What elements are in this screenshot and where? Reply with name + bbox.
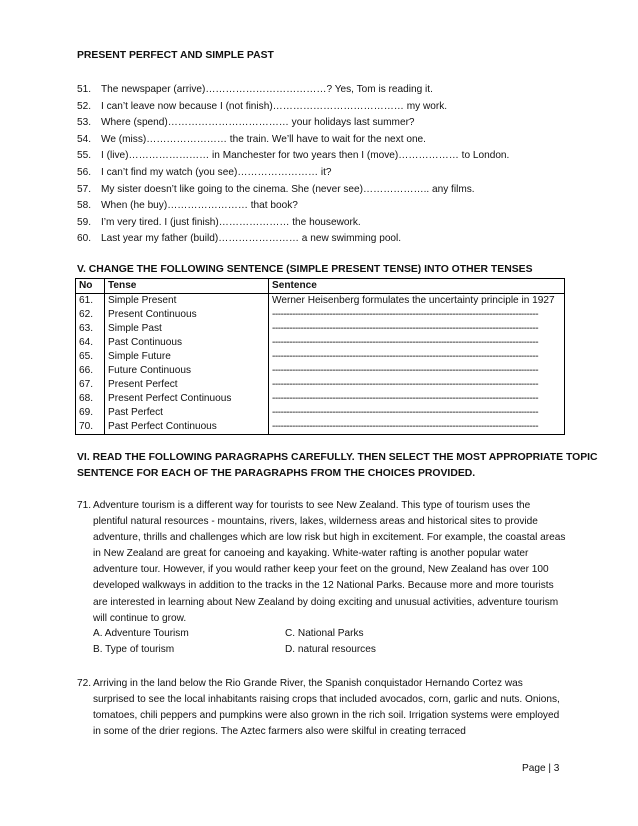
paragraph-text: Adventure tourism is a different way for tourists to see New Zealand. This type of tourism uses the plentiful natural resources - mountains, rivers, lakes, wilderness areas and historical sites to provide adventure, thrills and challenges which are low risk but high in excitement. For example, the coastal areas in New Zealand are great for canoeing and kayaking. White-water rafting is another popular water adventure tour. However, if you would rather keep your feet on the ground, New Zealand has over 100 developed walkways in addition to the tracks in the 12 National Parks. Because more and more tourists are interested in learning about New Zealand by doing exciting and unusual activities, adventure tourism will continue to grow.: [93, 500, 566, 624]
choice-a: A. Adventure Tourism: [93, 628, 189, 639]
table-row: [76, 322, 565, 336]
row-number: 68.: [76, 392, 105, 406]
question-52: [77, 99, 447, 116]
question-number: 54.: [77, 133, 92, 145]
table-row: [76, 378, 565, 392]
question-number: 60.: [77, 233, 92, 245]
question-55: [77, 148, 509, 165]
question-text: The newspaper (arrive)………………………………? Yes, Tom is reading it.: [101, 84, 433, 95]
row-answer-blank: ---------------------------------------------------------------------------------------------: [269, 364, 565, 378]
row-number: 63.: [76, 322, 105, 336]
table-row: [76, 294, 565, 309]
table-row: [76, 392, 565, 406]
section-title-present-perfect: PRESENT PERFECT AND SIMPLE PAST: [77, 50, 274, 61]
question-58: [77, 198, 298, 215]
table-row: [76, 336, 565, 350]
table-header-row: [76, 279, 565, 294]
row-number: 65.: [76, 350, 105, 364]
section-title-paragraphs-line1: VI. READ THE FOLLOWING PARAGRAPHS CAREFULLY. THEN SELECT THE MOST APPROPRIATE TOPIC: [77, 452, 598, 463]
row-answer-blank: ---------------------------------------------------------------------------------------------: [269, 322, 565, 336]
section-title-change-tenses: V. CHANGE THE FOLLOWING SENTENCE (SIMPLE PRESENT TENSE) INTO OTHER TENSES: [77, 264, 533, 275]
question-text: We (miss)…………………… the train. We’ll have to wait for the next one.: [101, 133, 426, 145]
row-answer-blank: ---------------------------------------------------------------------------------------------: [269, 420, 565, 435]
row-answer-blank: ---------------------------------------------------------------------------------------------: [269, 406, 565, 420]
row-tense: Present Continuous: [105, 308, 269, 322]
row-tense: Present Perfect: [105, 378, 269, 392]
question-60: [77, 231, 401, 248]
row-tense: Past Perfect: [105, 406, 269, 420]
paragraph-72: [77, 676, 567, 740]
header-no: No: [76, 279, 105, 294]
question-57: [77, 182, 475, 199]
page-number: Page | 3: [522, 763, 560, 774]
choice-d: D. natural resources: [285, 644, 376, 655]
question-number: 51.: [77, 84, 92, 95]
choice-c: C. National Parks: [285, 628, 364, 639]
question-54: [77, 132, 426, 149]
table-row: [76, 406, 565, 420]
row-tense: Future Continuous: [105, 364, 269, 378]
row-tense: Simple Past: [105, 322, 269, 336]
question-number: 56.: [77, 167, 92, 178]
row-answer-blank: ---------------------------------------------------------------------------------------------: [269, 392, 565, 406]
question-text: I (live)…………………… in Manchester for two years then I (move)……………… to London.: [101, 150, 510, 162]
question-number: 52.: [77, 100, 92, 112]
question-56: [77, 165, 332, 182]
row-number: 66.: [76, 364, 105, 378]
row-number: 62.: [76, 308, 105, 322]
table-row: [76, 364, 565, 378]
tenses-table: [75, 278, 565, 435]
paragraph-number: 71.: [77, 500, 92, 511]
row-answer-blank: ---------------------------------------------------------------------------------------------: [269, 350, 565, 364]
row-number: 61.: [76, 294, 105, 309]
question-text: I can’t leave now because I (not finish)………………………………… my work.: [101, 100, 448, 112]
row-tense: Simple Future: [105, 350, 269, 364]
table-row: [76, 420, 565, 435]
row-number: 67.: [76, 378, 105, 392]
question-text: I can’t find my watch (you see)…………………… it?: [101, 167, 332, 178]
paragraph-text: Arriving in the land below the Rio Grande River, the Spanish conquistador Hernando Cortez was surprised to see the local inhabitants raising crops that included avocados, corn, garlic and nuts. Onions, tomatoes, chili peppers and pumpkins were also grown in the rich soil. Irrigation systems were employed in some of the drier regions. The Aztec farmers also were skilful in creating terraced: [93, 678, 560, 738]
paragraph-number: 72.: [77, 678, 92, 689]
header-sentence: Sentence: [269, 279, 565, 294]
question-number: 55.: [77, 150, 92, 162]
row-answer-blank: ---------------------------------------------------------------------------------------------: [269, 336, 565, 350]
table-row: [76, 350, 565, 364]
row-number: 70.: [76, 420, 105, 435]
row-tense: Present Perfect Continuous: [105, 392, 269, 406]
question-text: I’m very tired. I (just finish)………………… the housework.: [101, 216, 361, 228]
question-53: [77, 115, 415, 132]
header-tense: Tense: [105, 279, 269, 294]
question-number: 58.: [77, 200, 92, 212]
question-51: [77, 82, 433, 99]
choice-b: B. Type of tourism: [93, 644, 175, 655]
question-text: Last year my father (build)…………………… a new swimming pool.: [101, 233, 402, 245]
question-number: 57.: [77, 183, 92, 195]
question-text: Where (spend)……………………………… your holidays last summer?: [101, 117, 415, 129]
question-number: 59.: [77, 216, 92, 228]
row-number: 64.: [76, 336, 105, 350]
row-answer-blank: ---------------------------------------------------------------------------------------------: [269, 308, 565, 322]
table-row: [76, 308, 565, 322]
row-number: 69.: [76, 406, 105, 420]
question-59: [77, 215, 361, 232]
question-text: My sister doesn’t like going to the cinema. She (never see)……………….. any films.: [101, 183, 475, 195]
question-text: When (he buy)…………………… that book?: [101, 200, 298, 212]
paragraph-71: [77, 498, 567, 627]
row-tense: Simple Present: [105, 294, 269, 309]
row-tense: Past Perfect Continuous: [105, 420, 269, 435]
section-title-paragraphs-line2: SENTENCE FOR EACH OF THE PARAGRAPHS FROM THE CHOICES PROVIDED.: [77, 468, 476, 479]
row-tense: Past Continuous: [105, 336, 269, 350]
row-answer-blank: ---------------------------------------------------------------------------------------------: [269, 378, 565, 392]
row-sentence: Werner Heisenberg formulates the uncertainty principle in 1927: [269, 294, 565, 309]
question-number: 53.: [77, 117, 92, 129]
